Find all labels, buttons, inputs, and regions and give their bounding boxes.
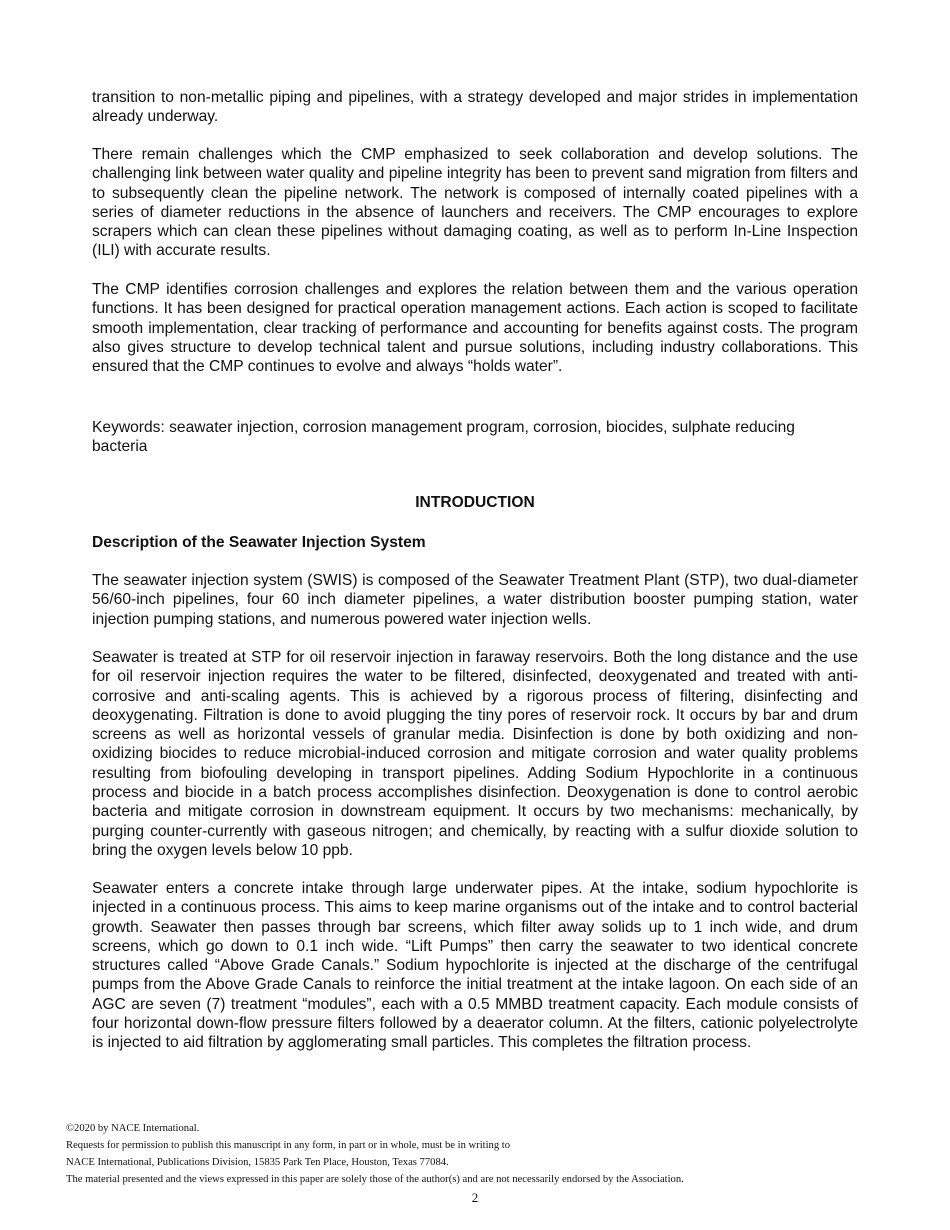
section-heading-introduction: INTRODUCTION (415, 494, 535, 511)
paragraph-intake: Seawater enters a concrete intake through large underwater pipes. At the intake, sodium hypochlorite is injected in a continuous process. This aims to keep marine organisms out of the intake and to control bacterial growth. Seawater then passes through bar screens, which filter away solids up to 1 inch wide, and drum screens, which go down to 0.1 inch wide. “Lift Pumps” then carry the seawater to two identical concrete structures called “Above Grade Canals.” Sodium hypochlorite is injected at the discharge of the centrifugal pumps from the Above Grade Canals to reinforce the initial treatment at the intake lagoon. On each side of an AGC are seven (7) treatment “modules”, each with a 0.5 MMBD treatment capacity. Each module consists of four horizontal down-flow pressure filters followed by a deaerator column. At the filters, cationic polyelectrolyte is injected to aid filtration by agglomerating small particles. This completes the filtration process. (92, 880, 858, 1052)
footer-address: NACE International, Publications Division, 15835 Park Ten Place, Houston, Texas 77084. (66, 1157, 449, 1168)
footer-disclaimer: The material presented and the views expressed in this paper are solely those of the author(s) and are not necessarily endorsed by the Association. (66, 1174, 684, 1185)
paragraph-swis: The seawater injection system (SWIS) is composed of the Seawater Treatment Plant (STP), two dual-diameter 56/60-inch pipelines, four 60 inch diameter pipelines, a water distribution booster pumping station, water injection pumping stations, and numerous powered water injection wells. (92, 572, 858, 628)
footer-permission: Requests for permission to publish this manuscript in any form, in part or in whole, must be in writing to (66, 1140, 511, 1151)
paragraph-challenges: There remain challenges which the CMP emphasized to seek collaboration and develop solutions. The challenging link between water quality and pipeline integrity has been to prevent sand migration from filters and to subsequently clean the pipeline network. The network is composed of internally coated pipelines with a series of diameter reductions in the absence of launchers and receivers. The CMP encourages to explore scrapers which can clean these pipelines without damaging coating, as well as to perform In-Line Inspection (ILI) with accurate results. (92, 146, 858, 260)
subheading-seawater-injection-system: Description of the Seawater Injection System (92, 534, 426, 551)
paragraph-strategy: transition to non-metallic piping and pipelines, with a strategy developed and major strides in implementation already underway. (92, 89, 858, 126)
page-number: 2 (471, 1190, 479, 1205)
keywords: Keywords: seawater injection, corrosion management program, corrosion, biocides, sulphate reducing bacteria (92, 419, 795, 456)
paragraph-treatment: Seawater is treated at STP for oil reservoir injection in faraway reservoirs. Both the long distance and the use for oil reservoir injection requires the water to be filtered, disinfected, deoxygenated and treated with anti-corrosive and anti-scaling agents. This is achieved by a rigorous process of filtering, disinfecting and deoxygenating. Filtration is done to avoid plugging the tiny pores of reservoir rock. It occurs by bar and drum screens as well as horizontal vessels of granular media. Disinfection is done by both oxidizing and non-oxidizing biocides to reduce microbial-induced corrosion and mitigate corrosion and water quality problems resulting from biofouling developing in transport pipelines. Adding Sodium Hypochlorite in a continuous process and biocide in a batch process accomplishes disinfection. Deoxygenation is done to control aerobic bacteria and mitigate corrosion in downstream equipment. It occurs by two mechanisms: mechanically, by purging counter-currently with gaseous nitrogen; and chemically, by reacting with a sulfur dioxide solution to bring the oxygen levels below 10 ppb. (92, 649, 858, 859)
footer (66, 1120, 684, 1188)
paragraph-cmp: The CMP identifies corrosion challenges and explores the relation between them and the various operation functions. It has been designed for practical operation management actions. Each action is scoped to facilitate smooth implementation, clear tracking of performance and accounting for benefits against costs. The program also gives structure to develop technical talent and pursue solutions, including industry collaborations. This ensured that the CMP continues to evolve and always “holds water”. (92, 281, 858, 376)
footer-copyright: ©2020 by NACE International. (66, 1123, 200, 1134)
